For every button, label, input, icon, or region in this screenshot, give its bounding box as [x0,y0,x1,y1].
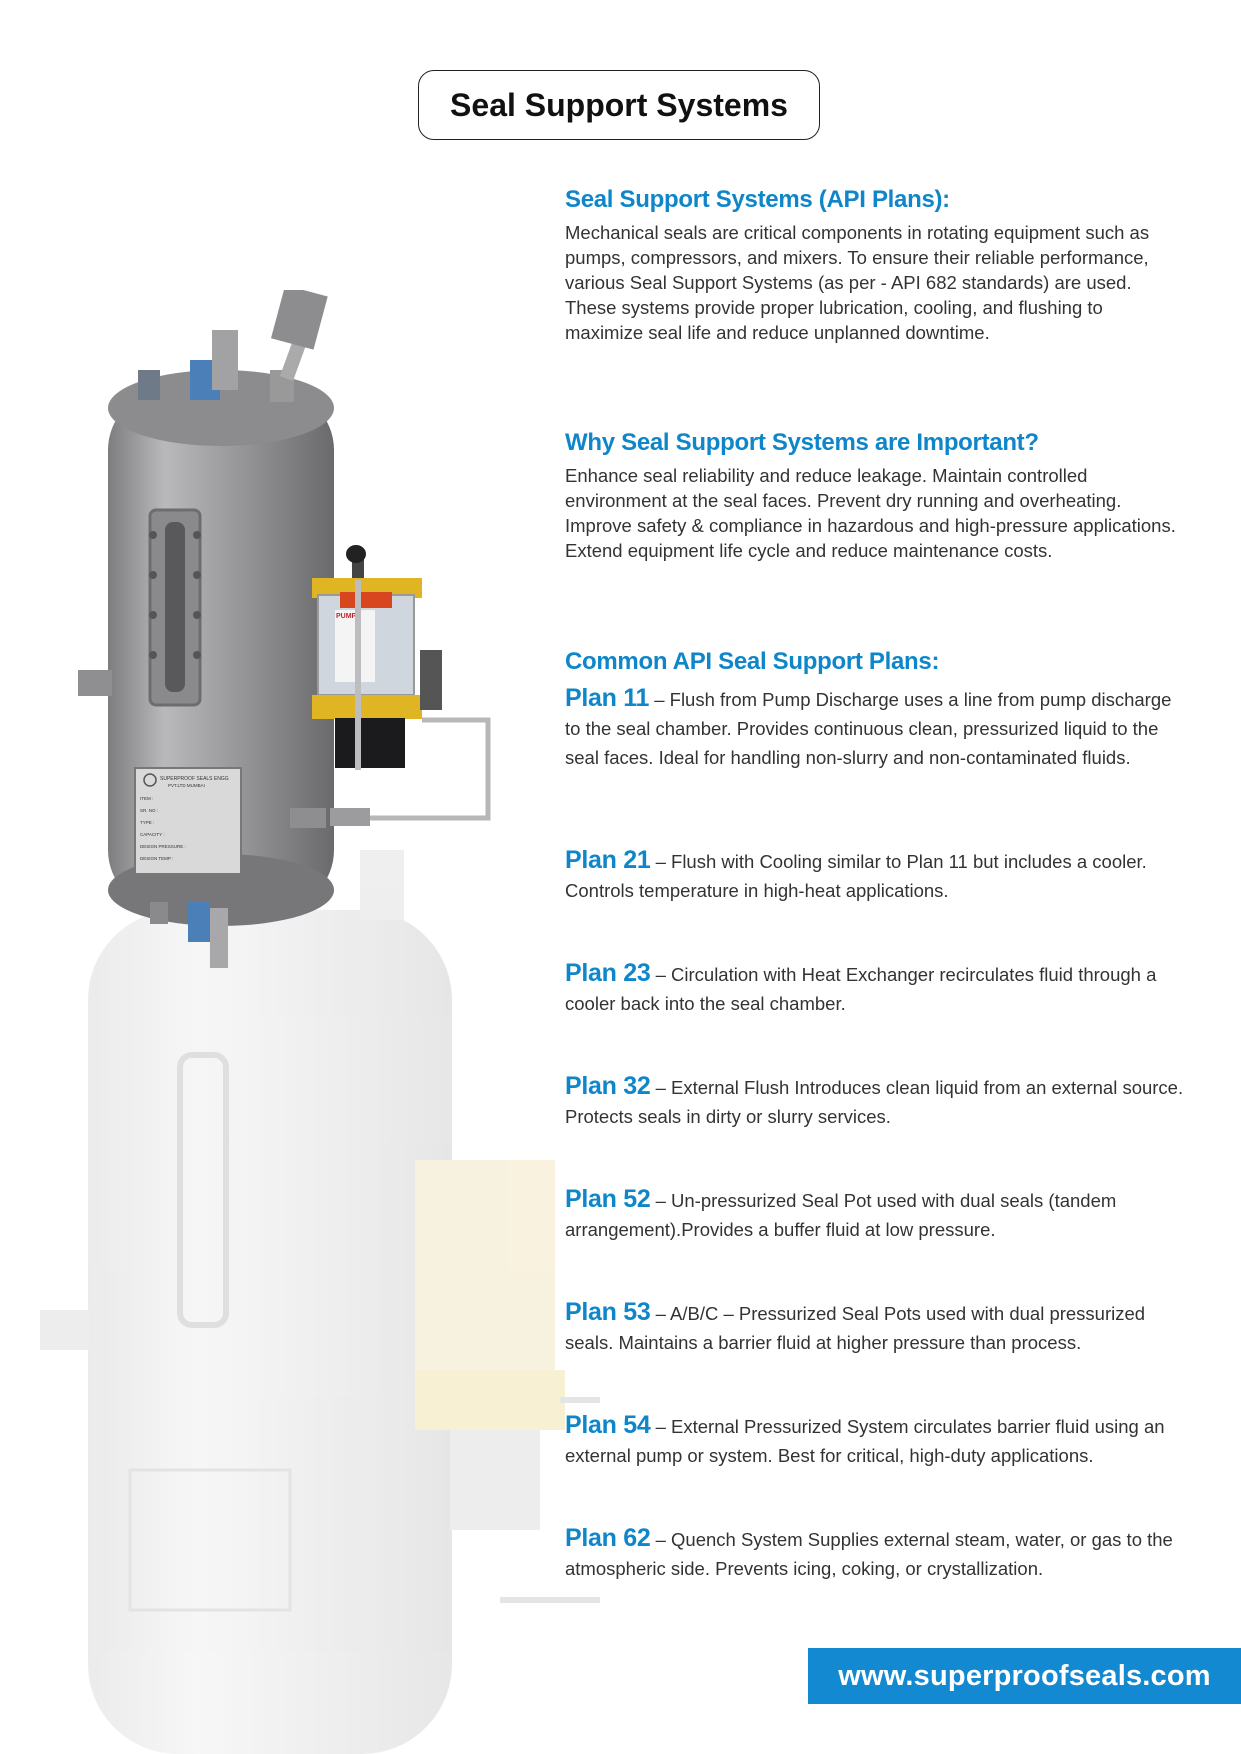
page-title: Seal Support Systems [418,70,820,140]
plan-item [565,1298,1185,1357]
plan-description: – Flush with Cooling similar to Plan 11 but includes a cooler. Controls temperature in high-heat applications. [565,851,1147,901]
plan-description: – Quench System Supplies external steam, water, or gas to the atmospheric side. Prevents icing, coking, or crystallization. [565,1529,1173,1579]
plan-name: Plan 52 [565,1185,651,1213]
importance-heading: Why Seal Support Systems are Important? [565,429,1039,456]
plan-item [565,1524,1185,1583]
importance-section [565,429,1185,563]
ghost-vessel [40,850,600,1754]
plan-description: – Un-pressurized Seal Pot used with dual seals (tandem arrangement).Provides a buffer fluid at low pressure. [565,1190,1117,1240]
plan-name: Plan 32 [565,1072,651,1100]
plan-name: Plan 54 [565,1411,651,1439]
main-vessel [78,290,334,968]
plan-description: – Circulation with Heat Exchanger recirculates fluid through a cooler back into the seal chamber. [565,964,1157,1014]
plate-row: DESIGN PRESSURE : [140,844,186,849]
pump-label: PUMP [336,613,357,620]
plan-name: Plan 53 [565,1298,651,1326]
plate-row: DESIGN TEMP : [140,856,174,861]
plan-item [565,846,1185,905]
intro-section [565,186,1185,345]
intro-heading: Seal Support Systems (API Plans): [565,186,950,213]
plan-name: Plan 62 [565,1524,651,1552]
plan-item [565,1185,1185,1244]
plan-name: Plan 23 [565,959,651,987]
plate-company-sub: PVT.LTD MUMBAI [168,783,205,788]
plan-item [565,1072,1185,1131]
plan-description: – External Flush Introduces clean liquid from an external source. Protects seals in dirty or slurry services. [565,1077,1184,1127]
plan-description: – Flush from Pump Discharge uses a line from pump discharge to the seal chamber. Provides continuous clean, pressurized liquid to the seal faces. Ideal for handling non-slurry and non-contaminated fluids. [565,689,1172,768]
plans-heading: Common API Seal Support Plans: [565,648,940,675]
plate-row: CAPACITY : [140,832,165,837]
plan-description: – External Pressurized System circulates barrier fluid using an external pump or system. Best for critical, high-duty applications. [565,1416,1165,1466]
plan-item [565,959,1185,1018]
plate-row: SR. NO : [140,808,159,813]
plan-item [565,684,1185,772]
intro-body: Mechanical seals are critical components in rotating equipment such as pumps, compressors, and mixers. To ensure their reliable performance, various Seal Support Systems (as per - API 682 standards) are used. These systems provide proper lubrication, cooling, and flushing to maximize seal life and reduce unplanned downtime. [565,222,1150,343]
plate-row: TYPE : [140,820,155,825]
plan-description: – A/B/C – Pressurized Seal Pots used with dual pressurized seals. Maintains a barrier fluid at higher pressure than process. [565,1303,1146,1353]
seal-pot-illustration [0,290,600,1754]
website-link[interactable]: www.superproofseals.com [808,1648,1241,1704]
plate-company: SUPERPROOF SEALS ENGG [160,776,229,782]
plate-row: ITEM : [140,796,154,801]
plan-name: Plan 11 [565,684,650,712]
importance-body: Enhance seal reliability and reduce leakage. Maintain controlled environment at the seal faces. Prevent dry running and overheating. Improve safety & compliance in hazardous and high-pressure applications. Extend equipment life cycle and reduce maintenance costs. [565,465,1176,561]
plan-name: Plan 21 [565,846,651,874]
plan-item [565,1411,1185,1470]
